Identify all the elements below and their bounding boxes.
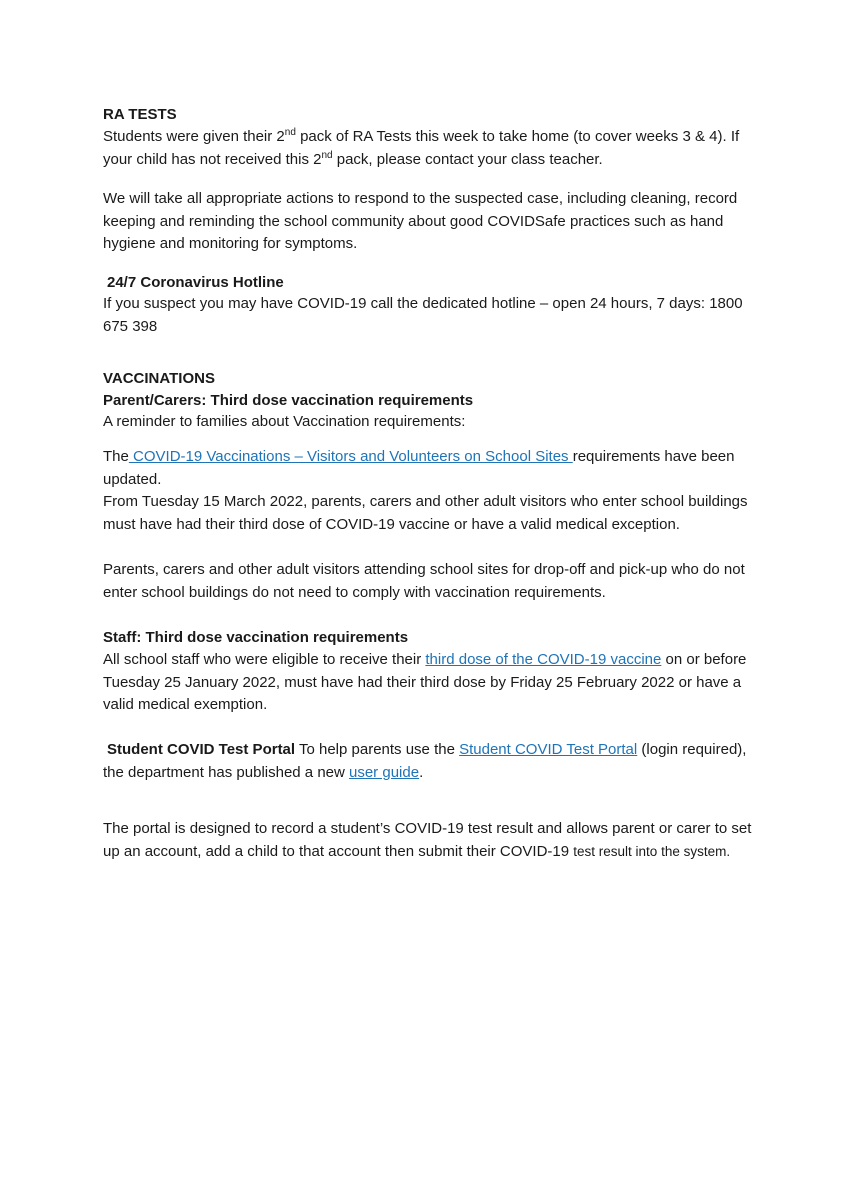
- portal-heading: Student COVID Test Portal: [107, 741, 296, 758]
- vaccinations-heading: VACCINATIONS: [103, 370, 215, 387]
- user-guide-link[interactable]: user guide: [349, 763, 420, 781]
- ra-tests-heading: RA TESTS: [103, 106, 177, 123]
- portal-desc-text-2: test result into the system.: [573, 843, 731, 859]
- ra-sup-2: nd: [321, 149, 333, 161]
- staff-paragraph: [103, 649, 753, 717]
- portal-text-1: To help parents use the: [295, 741, 460, 758]
- vacc-text-2: requirements have been updated.: [103, 448, 735, 488]
- staff-heading: Staff: Third dose vaccination requirements: [103, 629, 409, 646]
- vaccination-paragraph-2: From Tuesday 15 March 2022, parents, carers and other adult visitors who enter school buildings must have had their third dose of COVID-19 vaccine or have a valid medical exception.: [103, 493, 748, 533]
- parent-carers-subheading: Parent/Carers: Third dose vaccination requirements: [103, 392, 474, 409]
- portal-text-2: (login required), the department has published a new: [103, 741, 747, 781]
- vaccination-paragraph-1: [103, 446, 753, 491]
- hotline-heading: 24/7 Coronavirus Hotline: [107, 274, 284, 291]
- staff-text-1: All school staff who were eligible to receive their: [103, 651, 426, 668]
- portal-desc-text-1: The portal is designed to record a student’s COVID-19 test result and allows parent or carer to set up an account, add a child to that account then submit their COVID-19: [103, 820, 752, 860]
- ra-text-1: Students were given their 2: [103, 128, 285, 145]
- vaccination-paragraph-3: Parents, carers and other adult visitors attending school sites for drop-off and pick-up who do not enter school buildings do not need to comply with vaccination requirements.: [103, 561, 745, 601]
- ra-text-3: pack, please contact your class teacher.: [332, 150, 603, 168]
- portal-text-3: .: [419, 763, 424, 781]
- vaccination-intro: A reminder to families about Vaccination requirements:: [103, 413, 466, 430]
- ra-sup-1: nd: [284, 127, 296, 138]
- portal-paragraph: [103, 739, 753, 784]
- hotline-paragraph: If you suspect you may have COVID-19 call the dedicated hotline – open 24 hours, 7 days: 1800 675 398: [103, 295, 743, 335]
- student-covid-test-portal-link[interactable]: Student COVID Test Portal: [459, 741, 638, 758]
- third-dose-link[interactable]: third dose of the COVID-19 vaccine: [425, 651, 662, 668]
- staff-text-2: on or before Tuesday 25 January 2022, must have had their third dose by Friday 25 February 2022 or have a valid medical exemption.: [103, 651, 747, 713]
- vacc-text-1: The: [103, 448, 129, 465]
- ra-tests-paragraph: [103, 126, 753, 171]
- portal-description: [103, 818, 753, 863]
- ra-text-2: pack of RA Tests this week to take home (to cover weeks 3 & 4). If your child has not received this 2: [103, 128, 740, 168]
- visitors-volunteers-link[interactable]: COVID-19 Vaccinations – Visitors and Volunteers on School Sites: [128, 448, 573, 465]
- suspected-case-paragraph: We will take all appropriate actions to respond to the suspected case, including cleaning, record keeping and reminding the school community about good COVIDSafe practices such as hand hygiene and monitoring for symptoms.: [103, 190, 738, 252]
